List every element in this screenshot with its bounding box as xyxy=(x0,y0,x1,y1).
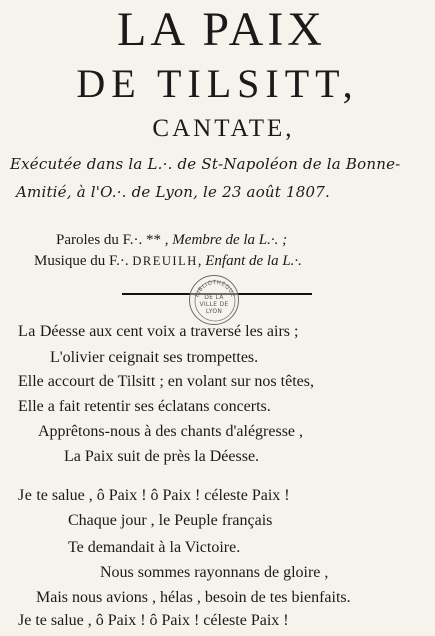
stamp-text-mid2: VILLE DE xyxy=(199,300,229,308)
verse-text: Chaque jour , le Peuple français xyxy=(68,512,273,529)
verse-line xyxy=(38,421,303,443)
credit-words xyxy=(56,230,287,250)
credit-words-suffix: Membre de la L.·. ; xyxy=(172,232,288,248)
stamp-ring-icon xyxy=(190,276,240,326)
credit-music-suffix: Enfant de la L.·. xyxy=(205,253,302,269)
verse-text: te salue , ô Paix ! ô Paix ! céleste Paix ! xyxy=(32,487,290,504)
verse-line xyxy=(18,371,314,393)
verse-text: Déesse aux cent voix a traversé les airs ; xyxy=(35,323,299,340)
verse-line xyxy=(18,485,290,507)
stamp-text-top: BIBLIOTHÈQUE xyxy=(194,279,236,299)
verse-text: Te demandait à la Victoire. xyxy=(68,539,241,556)
subtitle-line-1: Exécutée dans la L.·. de St-Napoléon de la Bonne- xyxy=(10,155,401,173)
title-cantate: CANTATE, xyxy=(152,115,295,142)
verse-text: Elle accourt de Tilsitt ; en volant sur nos têtes, xyxy=(18,373,314,390)
credit-music-prefix: Musique du F.·. xyxy=(34,253,129,269)
credit-music: Musique du F.·. DREUILH, Enfant de la L.·. xyxy=(34,253,302,269)
stamp-text-mid1: DE LA xyxy=(204,293,224,301)
verse-text: Je te salue , ô Paix ! ô Paix ! céleste Paix ! xyxy=(18,612,289,629)
verse-line xyxy=(18,396,271,418)
credit-music-composer: DREUILH xyxy=(132,254,198,268)
verse-line xyxy=(36,587,351,609)
verse-text: Mais nous avions , hélas , besoin de tes bienfaits. xyxy=(36,589,351,606)
library-stamp xyxy=(189,275,239,325)
subtitle-line-2: Amitié, à l'O.·. de Lyon, le 23 août 1807. xyxy=(16,183,330,201)
verse-text: Nous sommes rayonnans de gloire , xyxy=(100,564,329,581)
verse-line xyxy=(68,510,272,532)
stamp-text-mid3: LYON xyxy=(205,307,223,315)
svg-text:BIBLIOTHÈQUE xyxy=(194,280,235,299)
verse-text: La Paix suit de près la Déesse. xyxy=(64,448,260,465)
verse-line xyxy=(18,610,289,632)
verse-lead: Je xyxy=(18,487,33,504)
verse-line xyxy=(50,347,258,369)
verse-line xyxy=(100,562,328,584)
credit-words-prefix: Paroles du F.·. ** , xyxy=(56,232,169,248)
verse-text: Elle a fait retentir ses éclatans concerts. xyxy=(18,398,271,415)
verse-text: Apprêtons-nous à des chants d'alégresse , xyxy=(38,423,304,440)
verse-line xyxy=(68,537,240,559)
title-la-paix: LA PAIX xyxy=(117,3,326,56)
title-de-tilsitt: DE TILSITT, xyxy=(76,61,359,106)
verse-text: L'olivier ceignait ses trompettes. xyxy=(50,349,259,366)
verse-line xyxy=(64,446,259,468)
verse-lead: La xyxy=(18,323,36,340)
verse-line xyxy=(18,321,298,343)
